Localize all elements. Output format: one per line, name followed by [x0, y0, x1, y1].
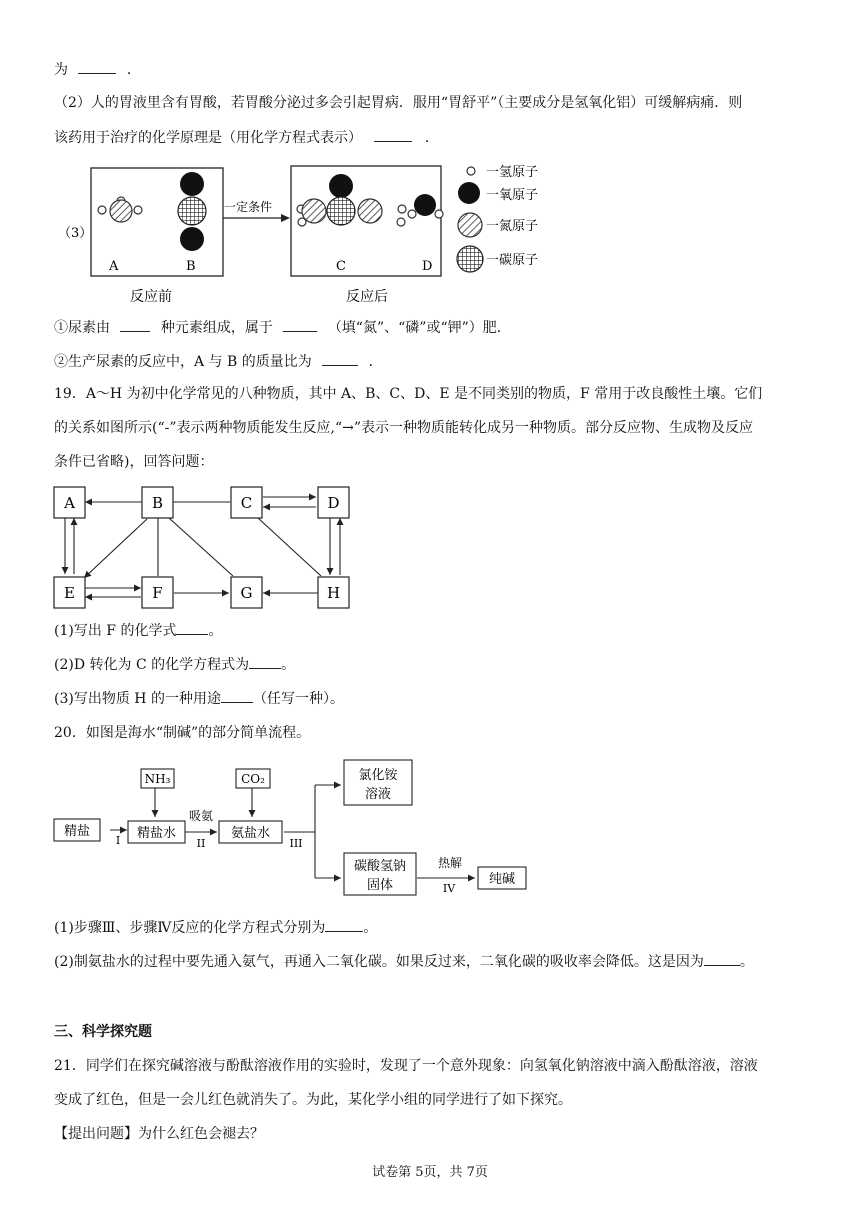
q18-line0-end: ． [126, 62, 141, 78]
q18-sub1 [54, 317, 511, 338]
answer-blank [325, 917, 363, 932]
answer-blank [374, 127, 412, 142]
legend-carbon: 一碳原子 [486, 253, 539, 268]
q18-part2-text: 该药用于治疗的化学原理是（用化学方程式表示） [54, 130, 362, 146]
q19-sub3-end: （任写一种）。 [252, 691, 344, 707]
q18-sub1-b: 种元素组成，属于 [160, 320, 273, 336]
q18-part2-end: ． [424, 130, 439, 146]
legend-carbon-icon [457, 246, 483, 272]
section-heading: 三、科学探究题 [54, 1024, 152, 1040]
answer-blank [120, 317, 150, 332]
answer-blank [249, 654, 281, 669]
node-h: H [326, 584, 341, 602]
node-f: F [152, 584, 163, 602]
q19-sub1 [54, 620, 222, 641]
q18-part2-line1: （2）人的胃液里含有胃酸，若胃酸分泌过多会引起胃病．服用“胃舒平”（主要成分是氢氧化铝）可缓解病痛．则 [54, 95, 743, 111]
node-d: D [327, 494, 340, 512]
label-xian: 吸氨 [188, 809, 214, 823]
edge-b-g [169, 518, 233, 576]
answer-blank [322, 351, 358, 366]
label-rejie: 热解 [437, 856, 463, 870]
label-d: D [422, 259, 433, 274]
q18-sub2-a: ②生产尿素的反应中，A 与 B 的质量比为 [54, 354, 312, 370]
box-nh4cl-text2: 溶液 [364, 787, 392, 802]
box-jingyan-text: 精盐 [63, 824, 91, 839]
q20-stem: 20．如图是海水“制碱”的部分简单流程。 [54, 725, 311, 741]
q21-line1: 21．同学们在探究碱溶液与酚酞溶液作用的实验时，发现了一个意外现象：向氢氧化钠溶液中滴入酚酞溶液，溶液 [54, 1058, 758, 1074]
legend [457, 165, 538, 272]
q18-line0-text: 为 [54, 62, 68, 78]
reaction-arrowhead [281, 214, 290, 222]
label-step3: III [289, 837, 303, 850]
molecule-d [408, 194, 443, 218]
q19-sub1-text: (1)写出 F 的化学式 [54, 623, 177, 639]
relationship-diagram [50, 484, 360, 610]
box-co2-text: CO₂ [241, 772, 265, 786]
q18-sub2-end: ． [368, 354, 383, 370]
node-b: B [151, 494, 164, 512]
part3-label: （3） [58, 226, 93, 241]
legend-oxygen: 一氧原子 [486, 188, 539, 203]
label-a: A [109, 259, 119, 274]
q20-sub2-end: 。 [739, 954, 754, 970]
box-anyanshui-text: 氨盐水 [230, 826, 271, 841]
q20-sub2-text: (2)制氨盐水的过程中要先通入氨气，再通入二氧化碳。如果反过来，二氧化碳的吸收率会降低。这是因为 [54, 954, 704, 970]
q19-stem-line3: 条件已省略)，回答问题： [54, 454, 214, 470]
label-step2: II [196, 837, 206, 850]
molecule-b [178, 172, 206, 251]
q18-part2-line2 [54, 127, 439, 148]
box-nahco3-text2: 固体 [366, 878, 394, 893]
node-e: E [64, 584, 75, 602]
q19-stem-line2: 的关系如图所示(“-”表示两种物质能发生反应,“→”表示一种物质能转化成另一种物质。部分反应物、生成物及反应 [54, 420, 753, 436]
answer-blank [78, 59, 116, 74]
box-nh3-text: NH₃ [144, 772, 171, 786]
q19-sub2 [54, 654, 295, 675]
box-nh4cl-text1: 氯化铵 [358, 768, 398, 783]
node-a: A [64, 494, 75, 512]
q19-sub2-end: 。 [281, 657, 296, 673]
answer-blank [704, 951, 740, 966]
q19-sub3-text: (3)写出物质 H 的一种用途 [54, 691, 221, 707]
node-g: G [240, 584, 253, 602]
label-step4: IV [442, 882, 456, 895]
legend-hydrogen-icon [467, 167, 475, 175]
molecule-c [297, 174, 406, 226]
q19-sub3 [54, 688, 344, 709]
page-footer: 试卷第 5页，共 7页 [372, 1165, 488, 1180]
molecule-diagram [54, 160, 574, 310]
q18-sub2 [54, 351, 383, 372]
node-c: C [240, 494, 253, 512]
edge-c-h [258, 518, 321, 576]
box-jingyanshui-text: 精盐水 [136, 826, 177, 841]
q19-sub2-text: (2)D 转化为 C 的化学方程式为 [54, 657, 250, 673]
legend-nitrogen-icon [458, 213, 482, 237]
before-label: 反应前 [130, 289, 172, 305]
q20-sub1-text: (1)步骤Ⅲ、步骤Ⅳ反应的化学方程式分别为 [54, 920, 326, 936]
arrow-condition: 一定条件 [224, 200, 273, 214]
q18-sub1-c: （填“氮”、“磷”或“钾”）肥． [327, 320, 511, 336]
legend-oxygen-icon [458, 182, 480, 204]
q21-line2: 变成了红色，但是一会儿红色就消失了。为此，某化学小组的同学进行了如下探究。 [54, 1092, 572, 1108]
answer-blank [221, 688, 253, 703]
box-nahco3-text1: 碳酸氢钠 [353, 859, 407, 874]
q20-sub1 [54, 917, 377, 938]
legend-nitrogen: 一氮原子 [486, 219, 539, 234]
answer-blank [176, 620, 208, 635]
q20-sub2 [54, 951, 754, 972]
q21-line3: 【提出问题】为什么红色会褪去？ [54, 1126, 264, 1142]
molecule-a [98, 197, 142, 222]
label-b: B [186, 259, 196, 274]
q18-sub1-a: ①尿素由 [54, 320, 110, 336]
legend-hydrogen: 一氢原子 [486, 165, 539, 180]
q19-sub1-end: 。 [208, 623, 223, 639]
flow-diagram [50, 752, 540, 896]
edge-b-e [84, 519, 147, 578]
label-c: C [336, 259, 346, 274]
q18-line0 [54, 59, 141, 80]
q20-sub1-end: 。 [363, 920, 378, 936]
after-label: 反应后 [346, 289, 388, 305]
answer-blank [283, 317, 317, 332]
box-chunjian-text: 纯碱 [488, 872, 516, 887]
label-step1: I [115, 834, 121, 847]
q19-stem-line1: 19．A～H 为初中化学常见的八种物质，其中 A、B、C、D、E 是不同类别的物质，F 常用于改良酸性土壤。它们 [54, 386, 763, 402]
